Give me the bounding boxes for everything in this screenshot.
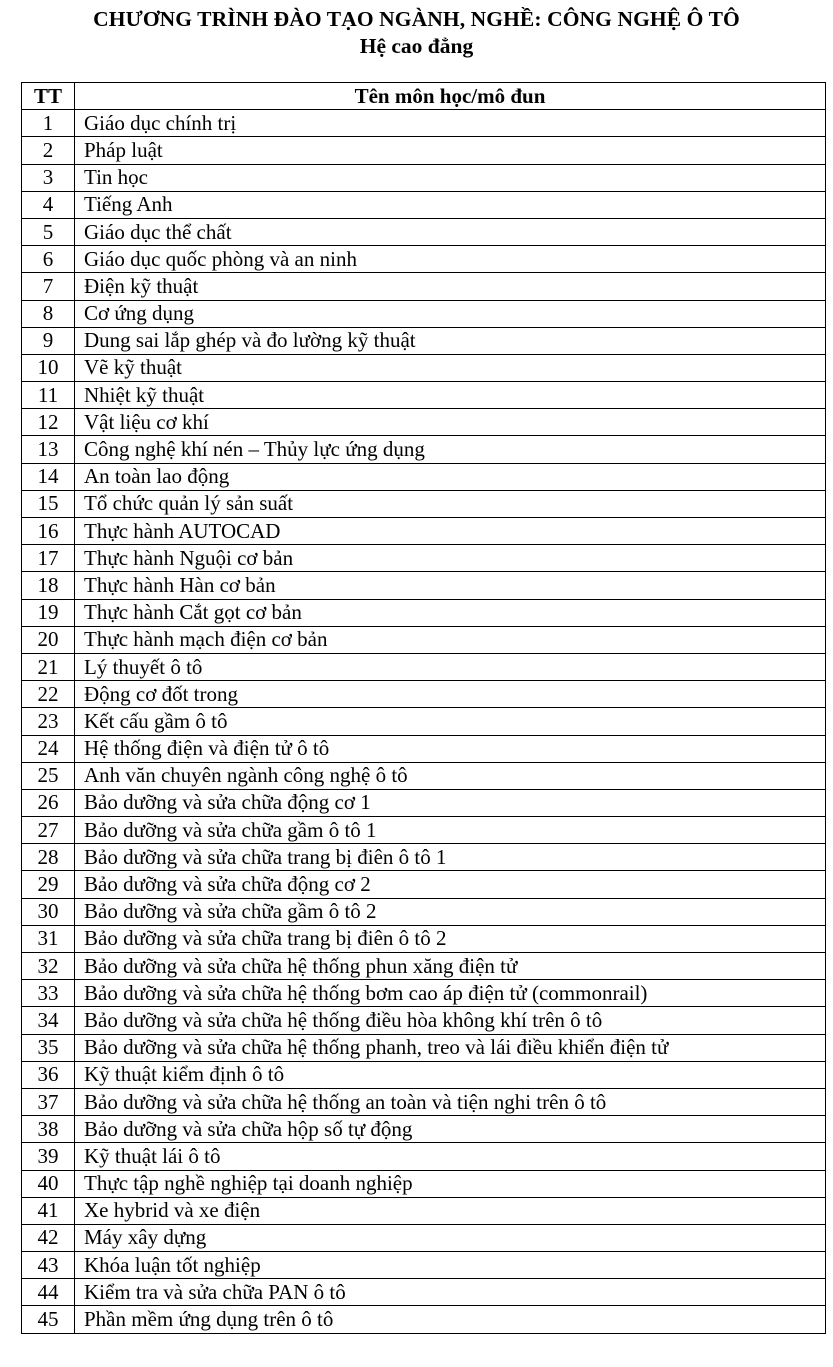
table-row: [22, 382, 826, 409]
table-row: [22, 572, 826, 599]
subject-name-cell: Bảo dưỡng và sửa chữa hộp số tự động: [75, 1116, 826, 1143]
row-number-cell: 8: [22, 300, 75, 327]
table-row: [22, 953, 826, 980]
table-row: [22, 1061, 826, 1088]
table-row: [22, 653, 826, 680]
table-row: [22, 545, 826, 572]
row-number-cell: 42: [22, 1224, 75, 1251]
subject-name-cell: Bảo dưỡng và sửa chữa trang bị điên ô tô 1: [75, 844, 826, 871]
row-number-cell: 37: [22, 1088, 75, 1115]
row-number-cell: 6: [22, 246, 75, 273]
row-number-cell: 1: [22, 110, 75, 137]
row-number-cell: 9: [22, 327, 75, 354]
row-number-cell: 18: [22, 572, 75, 599]
table-row: [22, 1034, 826, 1061]
subject-name-cell: Thực hành AUTOCAD: [75, 518, 826, 545]
row-number-cell: 27: [22, 817, 75, 844]
row-number-cell: 5: [22, 218, 75, 245]
table-header-row: [22, 83, 826, 110]
row-number-cell: 24: [22, 735, 75, 762]
subject-name-cell: Vật liệu cơ khí: [75, 409, 826, 436]
table-row: [22, 490, 826, 517]
row-number-cell: 13: [22, 436, 75, 463]
table-row: [22, 1170, 826, 1197]
table-row: [22, 1116, 826, 1143]
subject-name-cell: Khóa luận tốt nghiệp: [75, 1252, 826, 1279]
row-number-cell: 30: [22, 898, 75, 925]
table-row: [22, 1088, 826, 1115]
table-row: [22, 789, 826, 816]
row-number-cell: 29: [22, 871, 75, 898]
subject-name-cell: Anh văn chuyên ngành công nghệ ô tô: [75, 762, 826, 789]
row-number-cell: 31: [22, 925, 75, 952]
row-number-cell: 39: [22, 1143, 75, 1170]
table-row: [22, 518, 826, 545]
table-row: [22, 980, 826, 1007]
row-number-cell: 45: [22, 1306, 75, 1333]
subject-name-cell: Bảo dưỡng và sửa chữa trang bị điên ô tô 2: [75, 925, 826, 952]
row-number-cell: 43: [22, 1252, 75, 1279]
table-row: [22, 463, 826, 490]
row-number-cell: 3: [22, 164, 75, 191]
subject-name-cell: Bảo dưỡng và sửa chữa gầm ô tô 1: [75, 817, 826, 844]
row-number-cell: 14: [22, 463, 75, 490]
curriculum-table: [21, 82, 826, 1334]
subject-name-cell: Vẽ kỹ thuật: [75, 354, 826, 381]
table-row: [22, 708, 826, 735]
row-number-cell: 34: [22, 1007, 75, 1034]
subject-name-cell: An toàn lao động: [75, 463, 826, 490]
table-row: [22, 681, 826, 708]
table-row: [22, 762, 826, 789]
subject-name-cell: Pháp luật: [75, 137, 826, 164]
subject-name-cell: Hệ thống điện và điện tử ô tô: [75, 735, 826, 762]
row-number-cell: 17: [22, 545, 75, 572]
table-row: [22, 1143, 826, 1170]
row-number-cell: 28: [22, 844, 75, 871]
table-row: [22, 898, 826, 925]
row-number-cell: 21: [22, 653, 75, 680]
subject-name-cell: Tiếng Anh: [75, 191, 826, 218]
subject-name-cell: Thực hành Cắt gọt cơ bản: [75, 599, 826, 626]
subject-name-cell: Giáo dục thể chất: [75, 218, 826, 245]
subject-name-cell: Kỹ thuật lái ô tô: [75, 1143, 826, 1170]
subject-name-cell: Lý thuyết ô tô: [75, 653, 826, 680]
subject-name-cell: Giáo dục chính trị: [75, 110, 826, 137]
subject-name-cell: Dung sai lắp ghép và đo lường kỹ thuật: [75, 327, 826, 354]
table-row: [22, 164, 826, 191]
row-number-cell: 26: [22, 789, 75, 816]
column-header-tt: TT: [22, 83, 75, 110]
row-number-cell: 40: [22, 1170, 75, 1197]
document-title: CHƯƠNG TRÌNH ĐÀO TẠO NGÀNH, NGHỀ: CÔNG NGHỆ Ô TÔ: [93, 7, 740, 31]
row-number-cell: 41: [22, 1197, 75, 1224]
table-row: [22, 354, 826, 381]
subject-name-cell: Bảo dưỡng và sửa chữa hệ thống phanh, treo và lái điều khiển điện tử: [75, 1034, 826, 1061]
table-row: [22, 409, 826, 436]
table-row: [22, 1306, 826, 1333]
row-number-cell: 32: [22, 953, 75, 980]
row-number-cell: 12: [22, 409, 75, 436]
row-number-cell: 44: [22, 1279, 75, 1306]
row-number-cell: 38: [22, 1116, 75, 1143]
subject-name-cell: Cơ ứng dụng: [75, 300, 826, 327]
row-number-cell: 7: [22, 273, 75, 300]
table-row: [22, 817, 826, 844]
subject-name-cell: Thực hành Nguội cơ bản: [75, 545, 826, 572]
subject-name-cell: Thực hành Hàn cơ bản: [75, 572, 826, 599]
table-row: [22, 436, 826, 463]
row-number-cell: 11: [22, 382, 75, 409]
table-row: [22, 871, 826, 898]
subject-name-cell: Kỹ thuật kiểm định ô tô: [75, 1061, 826, 1088]
table-row: [22, 327, 826, 354]
row-number-cell: 25: [22, 762, 75, 789]
subject-name-cell: Tổ chức quản lý sản suất: [75, 490, 826, 517]
table-row: [22, 1252, 826, 1279]
table-row: [22, 1197, 826, 1224]
subject-name-cell: Bảo dưỡng và sửa chữa hệ thống phun xăng điện tử: [75, 953, 826, 980]
subject-name-cell: Động cơ đốt trong: [75, 681, 826, 708]
subject-name-cell: Kiểm tra và sửa chữa PAN ô tô: [75, 1279, 826, 1306]
subject-name-cell: Bảo dưỡng và sửa chữa động cơ 1: [75, 789, 826, 816]
subject-name-cell: Bảo dưỡng và sửa chữa động cơ 2: [75, 871, 826, 898]
row-number-cell: 20: [22, 626, 75, 653]
table-row: [22, 218, 826, 245]
subject-name-cell: Nhiệt kỹ thuật: [75, 382, 826, 409]
subject-name-cell: Xe hybrid và xe điện: [75, 1197, 826, 1224]
table-row: [22, 844, 826, 871]
row-number-cell: 10: [22, 354, 75, 381]
subject-name-cell: Kết cấu gầm ô tô: [75, 708, 826, 735]
row-number-cell: 35: [22, 1034, 75, 1061]
table-row: [22, 1224, 826, 1251]
row-number-cell: 19: [22, 599, 75, 626]
table-row: [22, 599, 826, 626]
table-row: [22, 735, 826, 762]
subject-name-cell: Công nghệ khí nén – Thủy lực ứng dụng: [75, 436, 826, 463]
subject-name-cell: Thực tập nghề nghiệp tại doanh nghiệp: [75, 1170, 826, 1197]
subject-name-cell: Máy xây dựng: [75, 1224, 826, 1251]
subject-name-cell: Bảo dưỡng và sửa chữa gầm ô tô 2: [75, 898, 826, 925]
subject-name-cell: Bảo dưỡng và sửa chữa hệ thống điều hòa không khí trên ô tô: [75, 1007, 826, 1034]
row-number-cell: 23: [22, 708, 75, 735]
subject-name-cell: Bảo dưỡng và sửa chữa hệ thống bơm cao áp điện tử (commonrail): [75, 980, 826, 1007]
table-row: [22, 300, 826, 327]
subject-name-cell: Thực hành mạch điện cơ bản: [75, 626, 826, 653]
subject-name-cell: Bảo dưỡng và sửa chữa hệ thống an toàn và tiện nghi trên ô tô: [75, 1088, 826, 1115]
subject-name-cell: Điện kỹ thuật: [75, 273, 826, 300]
table-row: [22, 1007, 826, 1034]
table-body: [22, 110, 826, 1333]
row-number-cell: 15: [22, 490, 75, 517]
row-number-cell: 36: [22, 1061, 75, 1088]
row-number-cell: 22: [22, 681, 75, 708]
table-row: [22, 925, 826, 952]
subject-name-cell: Phần mềm ứng dụng trên ô tô: [75, 1306, 826, 1333]
row-number-cell: 16: [22, 518, 75, 545]
document-subtitle: Hệ cao đẳng: [359, 34, 474, 58]
table-row: [22, 246, 826, 273]
column-header-subject-name: Tên môn học/mô đun: [75, 83, 826, 110]
row-number-cell: 2: [22, 137, 75, 164]
subject-name-cell: Giáo dục quốc phòng và an ninh: [75, 246, 826, 273]
subject-name-cell: Tin học: [75, 164, 826, 191]
table-row: [22, 1279, 826, 1306]
table-row: [22, 273, 826, 300]
table-row: [22, 191, 826, 218]
row-number-cell: 4: [22, 191, 75, 218]
table-row: [22, 110, 826, 137]
table-row: [22, 626, 826, 653]
row-number-cell: 33: [22, 980, 75, 1007]
table-row: [22, 137, 826, 164]
